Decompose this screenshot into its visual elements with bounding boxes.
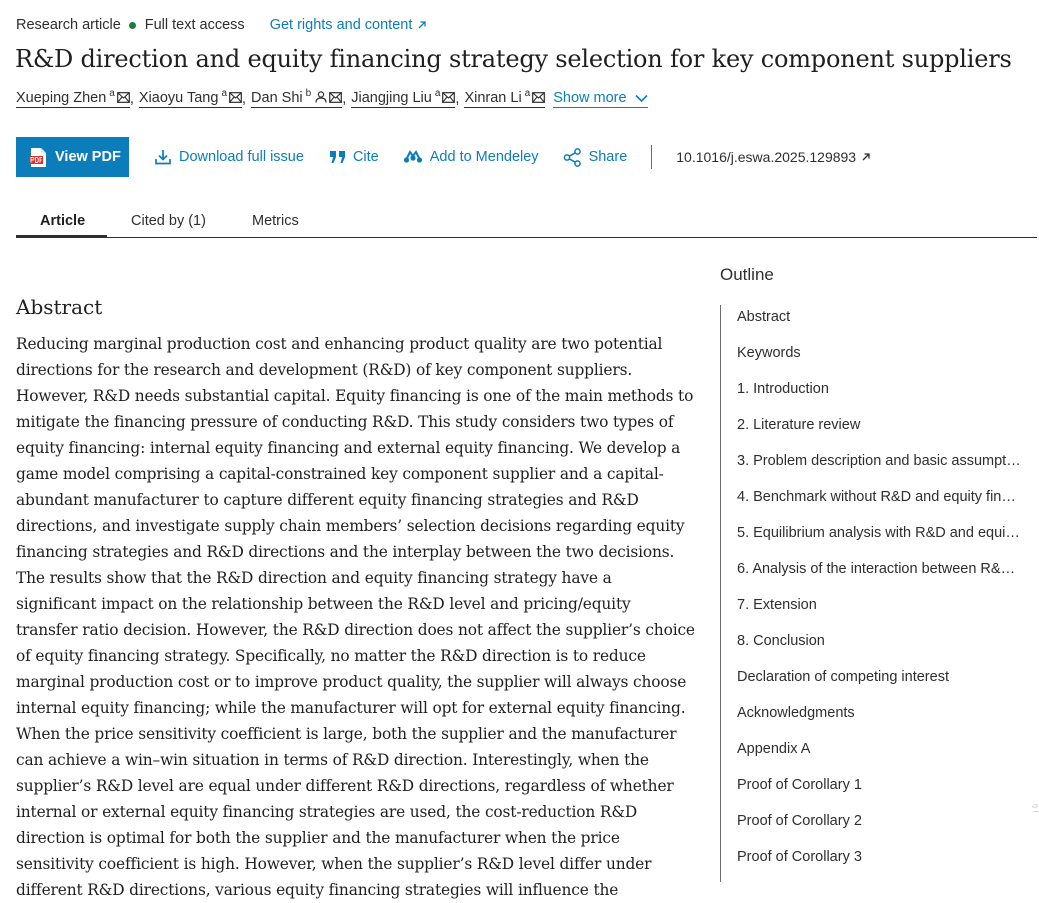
outline-nav: [720, 305, 1030, 882]
article-meta: [16, 17, 427, 33]
doi-label: 10.1016/j.eswa.2025.129893: [676, 149, 857, 165]
active-tab-indicator: [16, 235, 107, 238]
author-list: [16, 90, 648, 108]
outline-item[interactable]: Abstract: [737, 309, 791, 325]
author-name: Jiangjing Liu: [351, 90, 432, 106]
mail-icon: [442, 92, 455, 103]
abstract-heading: Abstract: [16, 295, 103, 319]
author-affiliation: a: [109, 88, 115, 99]
outline-item[interactable]: Proof of Corollary 1: [737, 777, 862, 793]
author-affiliation: a: [434, 88, 441, 99]
author-name: Xinran Li: [464, 90, 522, 106]
mendeley-icon: [403, 150, 423, 164]
doi-link[interactable]: [676, 149, 871, 165]
article-tabs: [16, 205, 1037, 238]
outline-item[interactable]: 7. Extension: [737, 597, 817, 613]
mail-icon: [329, 92, 342, 103]
access-dot-icon: [129, 22, 136, 29]
action-bar: [16, 137, 871, 177]
share-button[interactable]: [563, 148, 628, 167]
rights-link[interactable]: [270, 17, 428, 33]
outline-item[interactable]: 3. Problem description and basic assumpt…: [737, 453, 1021, 469]
outline-item[interactable]: 5. Equilibrium analysis with R&D and equi…: [737, 525, 1020, 541]
author-affiliation: a: [221, 88, 227, 99]
outline-item[interactable]: Proof of Corollary 3: [737, 849, 862, 865]
outline-item[interactable]: Acknowledgments: [737, 705, 855, 721]
outline-item[interactable]: Proof of Corollary 2: [737, 813, 862, 829]
chevron-down-icon: [635, 94, 648, 103]
person-icon: [315, 91, 327, 103]
download-issue-label: Download full issue: [179, 149, 304, 165]
author-name: Xueping Zhen: [16, 90, 107, 106]
add-to-mendeley-button[interactable]: [403, 149, 539, 165]
share-icon: [563, 148, 582, 167]
outline-item[interactable]: 4. Benchmark without R&D and equity fin…: [737, 489, 1016, 505]
tab-cited-by[interactable]: Cited by (1): [131, 213, 206, 229]
view-pdf-label: View PDF: [55, 149, 121, 165]
author-affiliation: b: [305, 88, 312, 99]
view-pdf-button[interactable]: [16, 137, 129, 177]
outline-item[interactable]: Appendix A: [737, 741, 811, 757]
outline-heading: Outline: [720, 265, 774, 284]
pdf-icon: [29, 147, 48, 168]
download-issue-button[interactable]: [154, 149, 304, 165]
external-link-icon: [417, 20, 427, 30]
outline-item[interactable]: 6. Analysis of the interaction between R&…: [737, 561, 1016, 577]
mail-icon: [532, 92, 545, 103]
side-mark: ᵑ ᵗ: [1028, 804, 1039, 813]
author-link[interactable]: [251, 90, 342, 108]
comma: ,: [242, 91, 247, 107]
author-affiliation: a: [524, 88, 531, 99]
author-link[interactable]: [351, 90, 455, 108]
external-link-icon: [861, 152, 871, 162]
comma: ,: [342, 91, 347, 107]
cite-button[interactable]: [329, 149, 379, 165]
author-link[interactable]: [464, 90, 545, 108]
show-more-label: Show more: [553, 90, 627, 106]
mail-icon: [117, 92, 130, 103]
outline-item[interactable]: 8. Conclusion: [737, 633, 825, 649]
show-more-button[interactable]: [553, 90, 647, 108]
add-to-mendeley-label: Add to Mendeley: [429, 149, 539, 165]
share-label: Share: [588, 149, 628, 165]
author-link[interactable]: [139, 90, 242, 108]
article-title: R&D direction and equity financing strategy selection for key component suppliers: [15, 45, 1012, 73]
article-type: Research article: [16, 17, 121, 33]
outline-item[interactable]: 2. Literature review: [737, 417, 861, 433]
rights-link-label: Get rights and content: [269, 17, 413, 33]
tab-article[interactable]: Article: [40, 213, 86, 229]
outline-item[interactable]: 1. Introduction: [737, 381, 829, 397]
abstract-text: Reducing marginal production cost and enhancing product quality are two potential directions for the research and development (R&D) of key component suppliers. However, R&D needs substantial capital. Equity financing is one of the main methods to mitigate the financing pressure of conducting R&D. This study considers two types of equity financing: internal equity financing and external equity financing. We develop a game model comprising a capital-constrained key component supplier and a capital- abundant manufacturer to capture different equity financing strategies and R&D directions, and investigate supply chain members’ selection decisions regarding equity financing strategies and R&D directions and the interplay between the two decisions. The results show that the R&D direction and equity financing strategy have a significant impact on the relationship between the R&D level and pricing/equity transfer ratio decision. However, the R&D direction does not affect the supplier’s choice of equity financing strategy. Specifically, no matter the R&D direction is to reduce marginal production cost or to improve product quality, the supplier will always choose internal equity financing; while the manufacturer will opt for external equity financing. When the price sensitivity coefficient is large, both the supplier and the manufacturer can achieve a win–win situation in terms of R&D direction. Interestingly, when the supplier’s R&D level are equal under different R&D directions, regardless of whether internal or external equity financing strategies are used, the cost-reduction R&D direction is optimal for both the supplier and the manufacturer when the price sensitivity coefficient is high. However, when the supplier’s R&D level differ under different R&D directions, various equity financing strategies will influence the: [16, 335, 695, 899]
comma: ,: [455, 91, 460, 107]
author-name: Dan Shi: [251, 90, 303, 106]
divider: [651, 145, 652, 169]
author-link[interactable]: [16, 90, 130, 108]
comma: ,: [129, 91, 134, 107]
download-icon: [154, 149, 172, 165]
author-name: Xiaoyu Tang: [138, 90, 219, 106]
access-status: Full text access: [144, 17, 245, 33]
outline-item[interactable]: Keywords: [737, 345, 801, 361]
cite-label: Cite: [352, 149, 379, 165]
quote-icon: [329, 150, 346, 164]
mail-icon: [229, 92, 242, 103]
outline-item[interactable]: Declaration of competing interest: [737, 669, 949, 685]
tab-metrics[interactable]: Metrics: [252, 213, 299, 229]
